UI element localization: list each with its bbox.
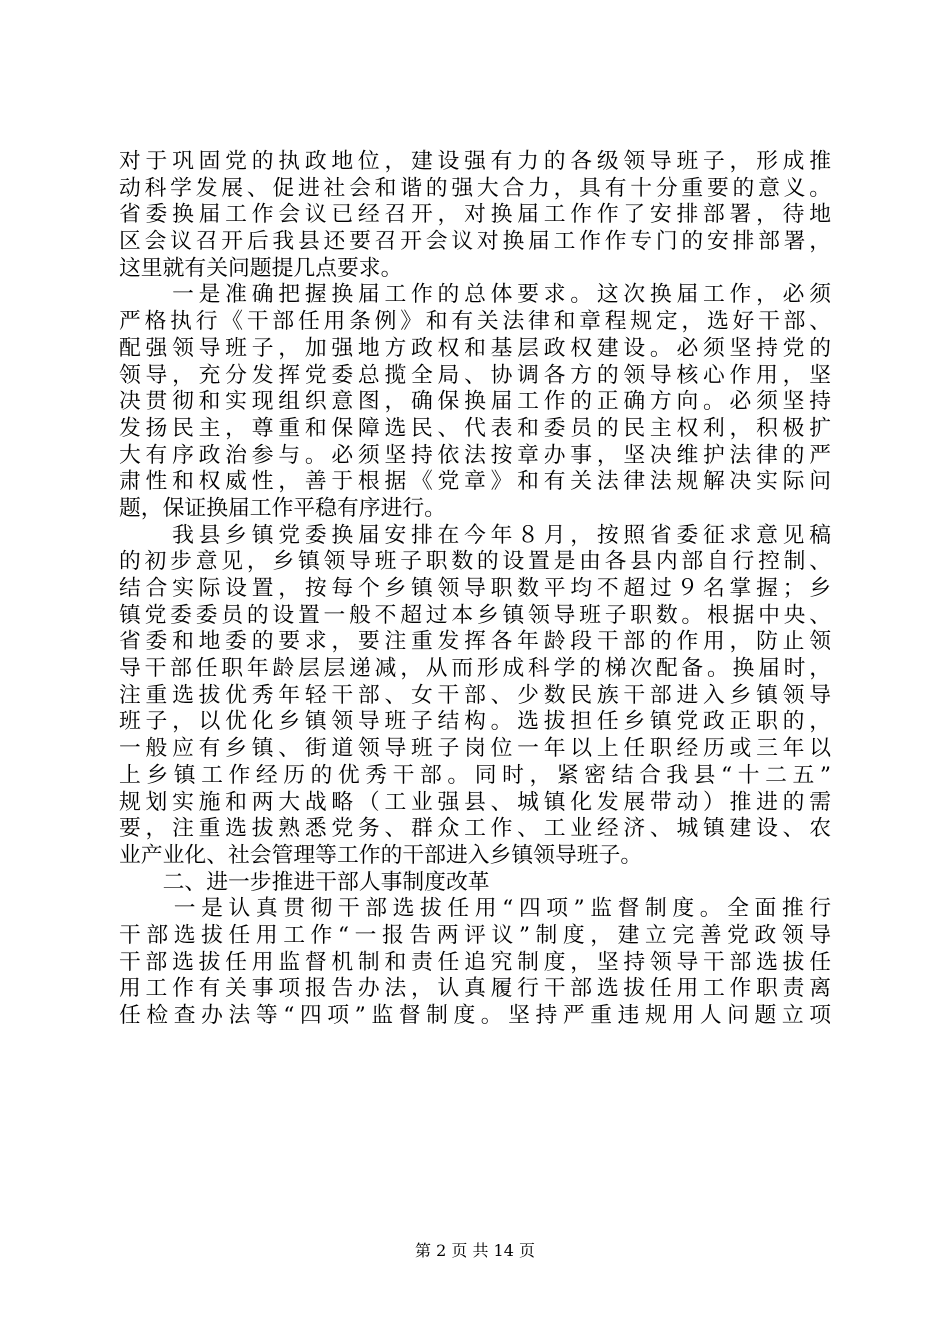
text-line: 结合实际设置，按每个乡镇领导职数平均不超过９名掌握；乡: [119, 576, 831, 601]
text-line: 要，注重选拔熟悉党务、群众工作、工业经济、城镇建设、农: [119, 816, 831, 842]
text-line: 决贯彻和实现组织意图，确保换届工作的正确方向。必须坚持: [119, 389, 831, 415]
text-line: 任检查办法等“四项”监督制度。坚持严重违规用人问题立项: [119, 1003, 831, 1028]
text-line: 这里就有关问题提几点要求。: [119, 255, 403, 281]
text-line: 镇党委委员的设置一般不超过本乡镇领导班子职数。根据中央、: [119, 602, 831, 628]
text-line: 区会议召开后我县还要召开会议对换届工作作专门的安排部署，: [119, 229, 831, 255]
document-body: [119, 149, 831, 1030]
text-line: 业产业化、社会管理等工作的干部进入乡镇领导班子。: [119, 842, 643, 868]
text-line: 我县乡镇党委换届安排在今年８月，按照省委征求意见稿: [119, 522, 831, 548]
page-number-footer: 第 2 页 共 14 页: [415, 1241, 535, 1260]
text-line: 大有序政治参与。必须坚持依法按章办事，坚决维护法律的严: [119, 442, 831, 468]
text-line: 一是认真贯彻干部选拔任用“四项”监督制度。全面推行: [119, 896, 831, 922]
text-line: 干部选拔任用监督机制和责任追究制度，坚持领导干部选拔任: [119, 949, 831, 975]
text-line: 的初步意见，乡镇领导班子职数的设置是由各县内部自行控制、: [119, 549, 831, 575]
text-line: 严格执行《干部任用条例》和有关法律和章程规定，选好干部、: [119, 309, 831, 335]
text-line: 动科学发展、促进社会和谐的强大合力，具有十分重要的意义。: [119, 175, 831, 201]
text-line: 规划实施和两大战略（工业强县、城镇化发展带动）推进的需: [119, 789, 831, 815]
text-line: 领导，充分发挥党委总揽全局、协调各方的领导核心作用，坚: [119, 362, 831, 388]
text-line: 发扬民主，尊重和保障选民、代表和委员的民主权利，积极扩: [119, 415, 831, 441]
text-line: 省委换届工作会议已经召开，对换届工作作了安排部署，待地: [119, 202, 831, 228]
text-line: 注重选拔优秀年轻干部、女干部、少数民族干部进入乡镇领导: [119, 682, 831, 708]
section-heading: 二、进一步推进干部人事制度改革: [119, 869, 490, 895]
text-line: 干部选拔任用工作“一报告两评议”制度，建立完善党政领导: [119, 922, 831, 948]
text-line: 肃性和权威性，善于根据《党章》和有关法律法规解决实际问: [119, 469, 831, 495]
text-line: 一是准确把握换届工作的总体要求。这次换届工作，必须: [119, 282, 831, 308]
text-line: 用工作有关事项报告办法，认真履行干部选拔任用工作职责离: [119, 976, 831, 1002]
text-line: 题，保证换届工作平稳有序进行。: [119, 495, 446, 521]
text-line: 班子，以优化乡镇领导班子结构。选拔担任乡镇党政正职的，: [119, 709, 831, 735]
text-line: 一般应有乡镇、街道领导班子岗位一年以上任职经历或三年以: [119, 736, 831, 762]
text-line: 配强领导班子，加强地方政权和基层政权建设。必须坚持党的: [119, 335, 831, 361]
text-line: 省委和地委的要求，要注重发挥各年龄段干部的作用，防止领: [119, 629, 831, 655]
text-line: 上乡镇工作经历的优秀干部。同时，紧密结合我县“十二五”: [119, 762, 831, 788]
text-line: 对于巩固党的执政地位，建设强有力的各级领导班子，形成推: [119, 149, 831, 174]
text-line: 导干部任职年龄层层递减，从而形成科学的梯次配备。换届时，: [119, 656, 831, 682]
